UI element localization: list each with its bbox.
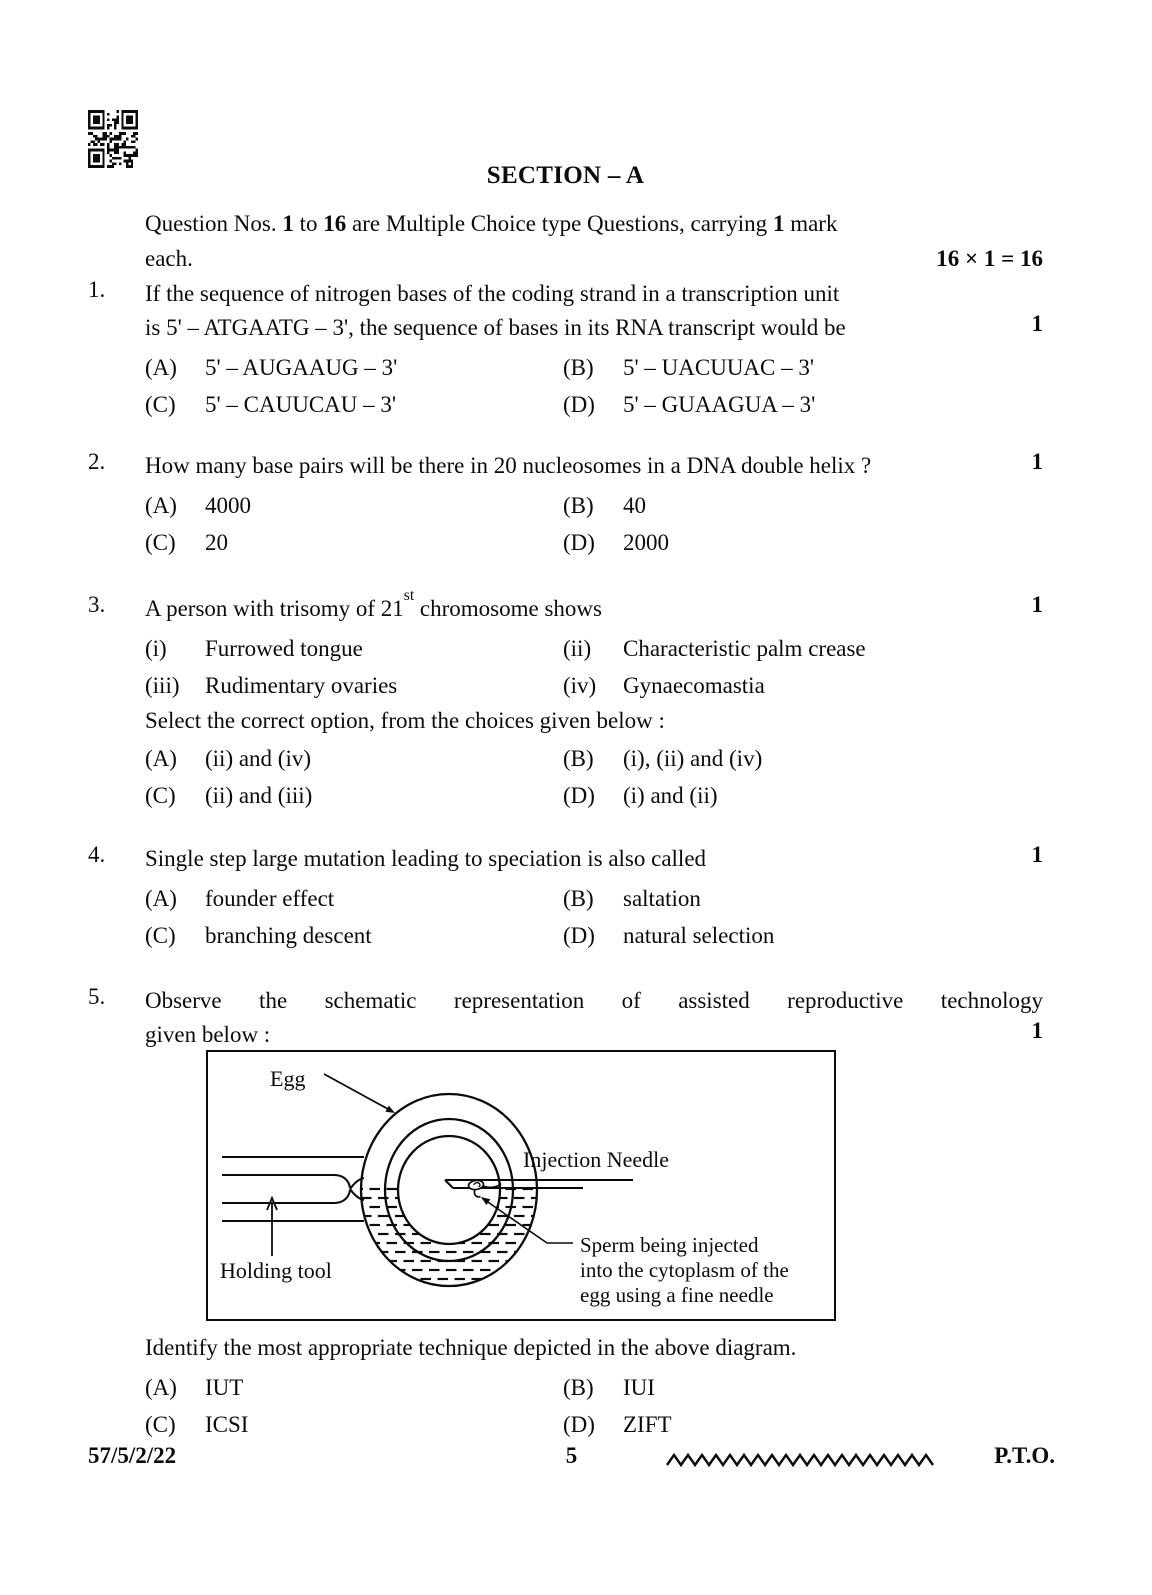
- option-d: (D) 2000: [563, 530, 669, 555]
- option-d: (D) (i) and (ii): [563, 783, 718, 808]
- holding-tool-label: Holding tool: [220, 1258, 332, 1283]
- page-number: 5: [565, 1443, 578, 1468]
- question-1-number: 1.: [88, 277, 106, 302]
- option-c: (C) 20: [145, 530, 228, 555]
- egg-arrow: [324, 1074, 388, 1109]
- intro-line1: Question Nos. 1 to 16 are Multiple Choice type Questions, carrying 1 mark: [145, 211, 838, 236]
- question-4: [88, 842, 1043, 954]
- pto-label: P.T.O.: [994, 1443, 1055, 1468]
- egg-label: Egg: [270, 1066, 306, 1091]
- holding-tool: [222, 1157, 364, 1221]
- question-2-number: 2.: [88, 449, 106, 474]
- option-c: (C) 5' – CAUUCAU – 3': [145, 392, 397, 417]
- option-a: (A) IUT: [145, 1375, 244, 1400]
- option-d: (D) ZIFT: [563, 1412, 672, 1437]
- footer-zigzag: [666, 1452, 934, 1468]
- marks-formula: 16 × 1 = 16: [936, 246, 1043, 271]
- option-b: (B) 5' – UACUUAC – 3': [563, 355, 815, 380]
- egg-cytoplasm: [398, 1136, 500, 1244]
- question-3: [88, 587, 1043, 814]
- question-3-items: [145, 630, 1043, 704]
- icsi-diagram: [206, 1050, 836, 1322]
- option-b: (B) IUI: [563, 1375, 655, 1400]
- question-1-options: [145, 349, 1043, 423]
- question-2-marks: 1: [1031, 449, 1043, 474]
- qr-code-graphic: [88, 110, 138, 168]
- intro-paragraph: [145, 206, 1043, 276]
- question-3-select-line: Select the correct option, from the choices given below :: [145, 708, 665, 733]
- option-c: (C) (ii) and (iii): [145, 783, 313, 808]
- question-5-marks: 1: [1031, 1018, 1043, 1043]
- sperm-label-line3: egg using a fine needle: [580, 1283, 774, 1307]
- option-a: (A) 4000: [145, 493, 251, 518]
- option-a: (A) founder effect: [145, 886, 335, 911]
- intro-each: each.: [145, 246, 193, 271]
- option-a: (A) (ii) and (iv): [145, 746, 312, 771]
- item-ii: (ii) Characteristic palm crease: [563, 636, 866, 661]
- option-d: (D) natural selection: [563, 923, 775, 948]
- question-3-options: [145, 740, 1043, 814]
- question-5-line1: Observe the schematic representation of assisted reproductive technology: [145, 988, 1043, 1013]
- question-1: [88, 277, 1043, 423]
- question-4-options: [145, 880, 1043, 954]
- question-4-line1: Single step large mutation leading to speciation is also called: [145, 846, 707, 871]
- question-1-marks: 1: [1031, 311, 1043, 336]
- question-2-line1: How many base pairs will be there in 20 nucleosomes in a DNA double helix ?: [145, 453, 872, 478]
- sperm-label-line2: into the cytoplasm of the: [580, 1258, 789, 1282]
- question-3-stem: A person with trisomy of 21st chromosome shows: [145, 587, 602, 621]
- question-5-options: [145, 1369, 1043, 1443]
- question-4-marks: 1: [1031, 842, 1043, 867]
- option-b: (B) saltation: [563, 886, 701, 911]
- item-iii: (iii) Rudimentary ovaries: [145, 673, 398, 698]
- question-5-identify-line: Identify the most appropriate technique depicted in the above diagram.: [145, 1335, 797, 1360]
- egg-arrowhead: [385, 1106, 395, 1113]
- page-footer: [88, 1443, 1055, 1473]
- item-iv: (iv) Gynaecomastia: [563, 673, 765, 698]
- question-1-line2: is 5' – ATGAATG – 3', the sequence of bases in its RNA transcript would be: [145, 315, 846, 340]
- question-1-line1: If the sequence of nitrogen bases of the coding strand in a transcription unit: [145, 281, 840, 306]
- intro-line2: [145, 241, 1043, 276]
- question-4-number: 4.: [88, 842, 106, 867]
- option-d: (D) 5' – GUAAGUA – 3': [563, 392, 816, 417]
- option-b: (B) (i), (ii) and (iv): [563, 746, 763, 771]
- question-5-number: 5.: [88, 984, 106, 1009]
- question-2: [88, 449, 1043, 561]
- option-c: (C) ICSI: [145, 1412, 249, 1437]
- option-c: (C) branching descent: [145, 923, 372, 948]
- qr-code: [88, 110, 138, 168]
- injection-needle-label: Injection Needle: [523, 1147, 669, 1172]
- question-5: [88, 984, 1043, 1052]
- question-2-options: [145, 487, 1043, 561]
- sperm-label-line1: Sperm being injected: [580, 1233, 759, 1257]
- item-i: (i) Furrowed tongue: [145, 636, 363, 661]
- paper-code: 57/5/2/22: [88, 1443, 177, 1468]
- question-5-line2: given below :: [145, 1022, 271, 1047]
- icsi-diagram-graphic: [206, 1050, 836, 1322]
- option-b: (B) 40: [563, 493, 646, 518]
- question-3-marks: 1: [1031, 592, 1043, 617]
- question-3-number: 3.: [88, 592, 106, 617]
- option-a: (A) 5' – AUGAAUG – 3': [145, 355, 398, 380]
- section-title: SECTION – A: [486, 162, 645, 189]
